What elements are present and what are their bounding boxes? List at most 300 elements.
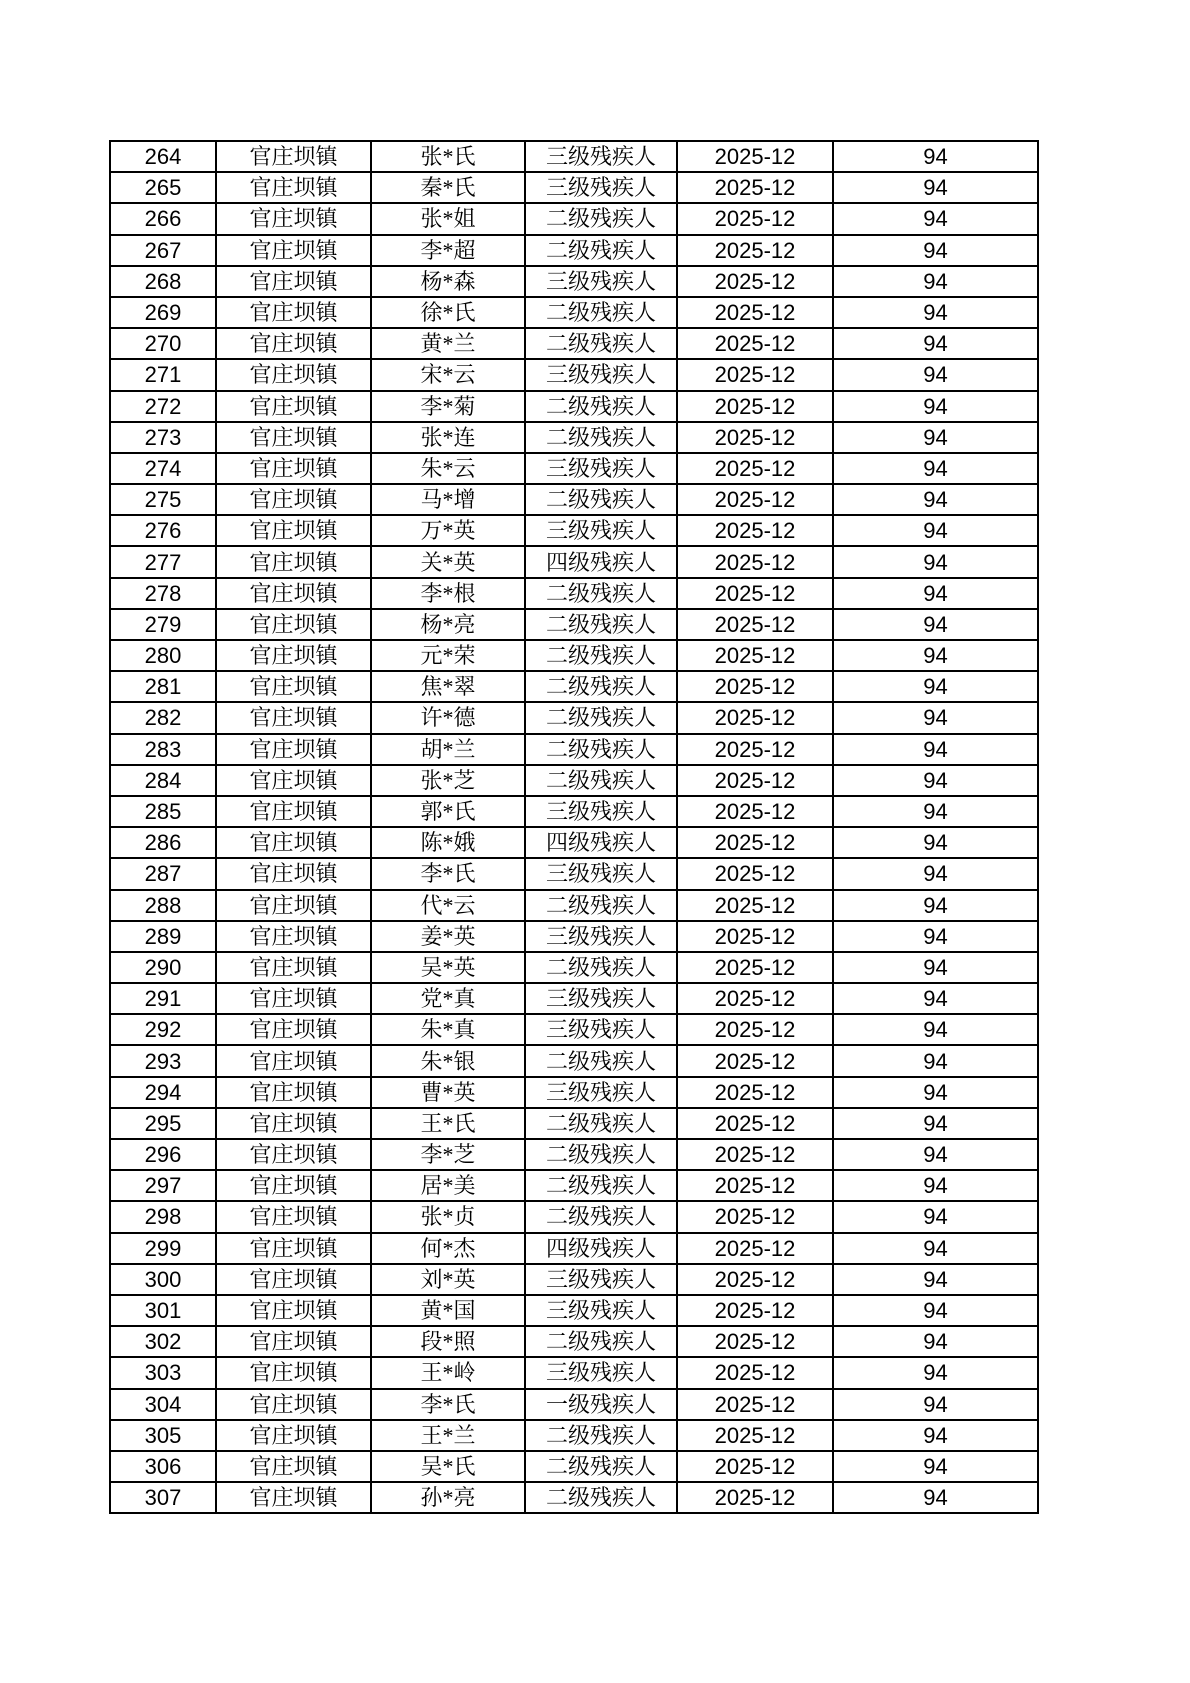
cell-amount: 94	[833, 890, 1038, 921]
cell-person-name: 郭*氏	[371, 796, 525, 827]
cell-amount: 94	[833, 1108, 1038, 1139]
table-row	[110, 203, 1038, 234]
cell-town: 官庄坝镇	[216, 266, 371, 297]
cell-month: 2025-12	[677, 671, 833, 702]
cell-amount: 94	[833, 1420, 1038, 1451]
table-row	[110, 890, 1038, 921]
cell-row-number: 301	[110, 1295, 216, 1326]
cell-row-number: 268	[110, 266, 216, 297]
cell-disability-level: 二级残疾人	[525, 578, 677, 609]
cell-disability-level: 三级残疾人	[525, 983, 677, 1014]
cell-row-number: 273	[110, 422, 216, 453]
cell-amount: 94	[833, 671, 1038, 702]
cell-person-name: 陈*娥	[371, 827, 525, 858]
table-row	[110, 1295, 1038, 1326]
cell-disability-level: 二级残疾人	[525, 952, 677, 983]
cell-disability-level: 二级残疾人	[525, 765, 677, 796]
cell-person-name: 元*荣	[371, 640, 525, 671]
cell-disability-level: 二级残疾人	[525, 1201, 677, 1232]
cell-amount: 94	[833, 734, 1038, 765]
cell-month: 2025-12	[677, 952, 833, 983]
table-row	[110, 1482, 1038, 1513]
cell-town: 官庄坝镇	[216, 172, 371, 203]
cell-disability-level: 三级残疾人	[525, 515, 677, 546]
cell-town: 官庄坝镇	[216, 1264, 371, 1295]
cell-disability-level: 二级残疾人	[525, 1326, 677, 1357]
cell-row-number: 284	[110, 765, 216, 796]
cell-person-name: 李*菊	[371, 391, 525, 422]
cell-person-name: 许*德	[371, 702, 525, 733]
cell-month: 2025-12	[677, 796, 833, 827]
table-row	[110, 453, 1038, 484]
cell-town: 官庄坝镇	[216, 1482, 371, 1513]
cell-month: 2025-12	[677, 983, 833, 1014]
cell-row-number: 296	[110, 1139, 216, 1170]
cell-person-name: 何*杰	[371, 1233, 525, 1264]
cell-row-number: 286	[110, 827, 216, 858]
table-row	[110, 297, 1038, 328]
cell-town: 官庄坝镇	[216, 297, 371, 328]
cell-amount: 94	[833, 391, 1038, 422]
cell-row-number: 298	[110, 1201, 216, 1232]
cell-disability-level: 三级残疾人	[525, 1014, 677, 1045]
cell-town: 官庄坝镇	[216, 359, 371, 390]
cell-person-name: 张*姐	[371, 203, 525, 234]
cell-town: 官庄坝镇	[216, 609, 371, 640]
cell-town: 官庄坝镇	[216, 734, 371, 765]
cell-disability-level: 三级残疾人	[525, 453, 677, 484]
cell-amount: 94	[833, 952, 1038, 983]
table-row	[110, 1139, 1038, 1170]
cell-town: 官庄坝镇	[216, 546, 371, 577]
cell-amount: 94	[833, 141, 1038, 172]
cell-town: 官庄坝镇	[216, 1077, 371, 1108]
cell-person-name: 宋*云	[371, 359, 525, 390]
table-row	[110, 1170, 1038, 1201]
cell-month: 2025-12	[677, 1014, 833, 1045]
cell-town: 官庄坝镇	[216, 1451, 371, 1482]
cell-town: 官庄坝镇	[216, 1420, 371, 1451]
cell-person-name: 吴*英	[371, 952, 525, 983]
cell-month: 2025-12	[677, 515, 833, 546]
cell-amount: 94	[833, 640, 1038, 671]
cell-amount: 94	[833, 1170, 1038, 1201]
cell-amount: 94	[833, 796, 1038, 827]
cell-month: 2025-12	[677, 453, 833, 484]
cell-month: 2025-12	[677, 1045, 833, 1076]
cell-person-name: 焦*翠	[371, 671, 525, 702]
cell-row-number: 290	[110, 952, 216, 983]
cell-month: 2025-12	[677, 578, 833, 609]
cell-disability-level: 二级残疾人	[525, 1482, 677, 1513]
table-row	[110, 328, 1038, 359]
cell-disability-level: 二级残疾人	[525, 671, 677, 702]
cell-row-number: 292	[110, 1014, 216, 1045]
cell-month: 2025-12	[677, 734, 833, 765]
cell-disability-level: 四级残疾人	[525, 827, 677, 858]
table-row	[110, 578, 1038, 609]
cell-person-name: 朱*云	[371, 453, 525, 484]
cell-month: 2025-12	[677, 1077, 833, 1108]
cell-town: 官庄坝镇	[216, 515, 371, 546]
cell-person-name: 胡*兰	[371, 734, 525, 765]
cell-month: 2025-12	[677, 422, 833, 453]
table-row	[110, 640, 1038, 671]
cell-row-number: 304	[110, 1389, 216, 1420]
cell-person-name: 朱*真	[371, 1014, 525, 1045]
cell-person-name: 杨*亮	[371, 609, 525, 640]
cell-row-number: 291	[110, 983, 216, 1014]
cell-amount: 94	[833, 422, 1038, 453]
cell-town: 官庄坝镇	[216, 827, 371, 858]
cell-row-number: 279	[110, 609, 216, 640]
cell-town: 官庄坝镇	[216, 1233, 371, 1264]
cell-row-number: 275	[110, 484, 216, 515]
cell-month: 2025-12	[677, 484, 833, 515]
cell-town: 官庄坝镇	[216, 484, 371, 515]
cell-town: 官庄坝镇	[216, 453, 371, 484]
cell-row-number: 300	[110, 1264, 216, 1295]
cell-town: 官庄坝镇	[216, 765, 371, 796]
table-row	[110, 734, 1038, 765]
cell-month: 2025-12	[677, 1233, 833, 1264]
cell-disability-level: 三级残疾人	[525, 796, 677, 827]
cell-person-name: 李*超	[371, 235, 525, 266]
cell-row-number: 274	[110, 453, 216, 484]
cell-town: 官庄坝镇	[216, 921, 371, 952]
table-row	[110, 671, 1038, 702]
cell-month: 2025-12	[677, 1326, 833, 1357]
table-row	[110, 266, 1038, 297]
cell-amount: 94	[833, 827, 1038, 858]
cell-person-name: 王*兰	[371, 1420, 525, 1451]
cell-disability-level: 二级残疾人	[525, 609, 677, 640]
table-row	[110, 422, 1038, 453]
cell-amount: 94	[833, 1139, 1038, 1170]
cell-amount: 94	[833, 1389, 1038, 1420]
cell-month: 2025-12	[677, 328, 833, 359]
table-row	[110, 141, 1038, 172]
cell-amount: 94	[833, 266, 1038, 297]
cell-amount: 94	[833, 328, 1038, 359]
cell-disability-level: 一级残疾人	[525, 1389, 677, 1420]
cell-disability-level: 三级残疾人	[525, 1264, 677, 1295]
cell-month: 2025-12	[677, 702, 833, 733]
cell-person-name: 徐*氏	[371, 297, 525, 328]
table-row	[110, 515, 1038, 546]
cell-town: 官庄坝镇	[216, 1170, 371, 1201]
cell-disability-level: 三级残疾人	[525, 1357, 677, 1388]
cell-town: 官庄坝镇	[216, 578, 371, 609]
cell-row-number: 293	[110, 1045, 216, 1076]
cell-amount: 94	[833, 515, 1038, 546]
cell-person-name: 居*美	[371, 1170, 525, 1201]
cell-town: 官庄坝镇	[216, 1389, 371, 1420]
cell-disability-level: 二级残疾人	[525, 1451, 677, 1482]
cell-disability-level: 三级残疾人	[525, 1077, 677, 1108]
cell-amount: 94	[833, 359, 1038, 390]
table-row	[110, 765, 1038, 796]
cell-person-name: 刘*英	[371, 1264, 525, 1295]
cell-town: 官庄坝镇	[216, 890, 371, 921]
cell-town: 官庄坝镇	[216, 203, 371, 234]
cell-month: 2025-12	[677, 827, 833, 858]
cell-town: 官庄坝镇	[216, 391, 371, 422]
cell-row-number: 302	[110, 1326, 216, 1357]
cell-row-number: 282	[110, 702, 216, 733]
table-row	[110, 952, 1038, 983]
subsidy-table	[109, 140, 1039, 1514]
cell-amount: 94	[833, 983, 1038, 1014]
table-row	[110, 1420, 1038, 1451]
cell-person-name: 张*连	[371, 422, 525, 453]
cell-person-name: 秦*氏	[371, 172, 525, 203]
cell-person-name: 马*增	[371, 484, 525, 515]
table-row	[110, 702, 1038, 733]
table-row	[110, 1045, 1038, 1076]
cell-month: 2025-12	[677, 1264, 833, 1295]
cell-town: 官庄坝镇	[216, 422, 371, 453]
cell-amount: 94	[833, 1326, 1038, 1357]
cell-disability-level: 二级残疾人	[525, 640, 677, 671]
cell-town: 官庄坝镇	[216, 328, 371, 359]
cell-amount: 94	[833, 1201, 1038, 1232]
cell-disability-level: 三级残疾人	[525, 1295, 677, 1326]
cell-person-name: 万*英	[371, 515, 525, 546]
cell-disability-level: 二级残疾人	[525, 1170, 677, 1201]
cell-month: 2025-12	[677, 1451, 833, 1482]
cell-row-number: 265	[110, 172, 216, 203]
table-row	[110, 484, 1038, 515]
table-row	[110, 858, 1038, 889]
cell-month: 2025-12	[677, 858, 833, 889]
cell-amount: 94	[833, 1357, 1038, 1388]
cell-disability-level: 三级残疾人	[525, 172, 677, 203]
cell-month: 2025-12	[677, 546, 833, 577]
cell-month: 2025-12	[677, 921, 833, 952]
cell-month: 2025-12	[677, 141, 833, 172]
cell-town: 官庄坝镇	[216, 1045, 371, 1076]
cell-row-number: 267	[110, 235, 216, 266]
cell-town: 官庄坝镇	[216, 1139, 371, 1170]
cell-town: 官庄坝镇	[216, 1108, 371, 1139]
cell-row-number: 283	[110, 734, 216, 765]
cell-amount: 94	[833, 609, 1038, 640]
cell-town: 官庄坝镇	[216, 983, 371, 1014]
cell-row-number: 272	[110, 391, 216, 422]
cell-town: 官庄坝镇	[216, 858, 371, 889]
table-row	[110, 983, 1038, 1014]
cell-month: 2025-12	[677, 1139, 833, 1170]
cell-disability-level: 三级残疾人	[525, 266, 677, 297]
cell-town: 官庄坝镇	[216, 235, 371, 266]
cell-amount: 94	[833, 453, 1038, 484]
cell-row-number: 299	[110, 1233, 216, 1264]
cell-amount: 94	[833, 172, 1038, 203]
cell-row-number: 306	[110, 1451, 216, 1482]
cell-person-name: 李*氏	[371, 1389, 525, 1420]
cell-row-number: 276	[110, 515, 216, 546]
cell-month: 2025-12	[677, 890, 833, 921]
cell-row-number: 277	[110, 546, 216, 577]
cell-month: 2025-12	[677, 1357, 833, 1388]
cell-disability-level: 三级残疾人	[525, 921, 677, 952]
cell-row-number: 278	[110, 578, 216, 609]
cell-person-name: 黄*国	[371, 1295, 525, 1326]
cell-amount: 94	[833, 858, 1038, 889]
cell-month: 2025-12	[677, 1389, 833, 1420]
table-row	[110, 235, 1038, 266]
cell-month: 2025-12	[677, 203, 833, 234]
cell-disability-level: 二级残疾人	[525, 328, 677, 359]
cell-person-name: 黄*兰	[371, 328, 525, 359]
cell-person-name: 王*岭	[371, 1357, 525, 1388]
cell-month: 2025-12	[677, 391, 833, 422]
cell-row-number: 281	[110, 671, 216, 702]
cell-amount: 94	[833, 1014, 1038, 1045]
cell-amount: 94	[833, 921, 1038, 952]
cell-person-name: 孙*亮	[371, 1482, 525, 1513]
cell-month: 2025-12	[677, 609, 833, 640]
cell-amount: 94	[833, 1295, 1038, 1326]
table-row	[110, 796, 1038, 827]
cell-month: 2025-12	[677, 297, 833, 328]
cell-month: 2025-12	[677, 1482, 833, 1513]
cell-person-name: 李*根	[371, 578, 525, 609]
cell-row-number: 303	[110, 1357, 216, 1388]
cell-person-name: 王*氏	[371, 1108, 525, 1139]
cell-row-number: 280	[110, 640, 216, 671]
cell-disability-level: 二级残疾人	[525, 422, 677, 453]
cell-person-name: 关*英	[371, 546, 525, 577]
cell-row-number: 305	[110, 1420, 216, 1451]
cell-town: 官庄坝镇	[216, 1326, 371, 1357]
cell-month: 2025-12	[677, 1420, 833, 1451]
cell-row-number: 294	[110, 1077, 216, 1108]
cell-amount: 94	[833, 765, 1038, 796]
table-row	[110, 391, 1038, 422]
cell-amount: 94	[833, 1233, 1038, 1264]
cell-disability-level: 二级残疾人	[525, 1420, 677, 1451]
cell-person-name: 张*芝	[371, 765, 525, 796]
cell-disability-level: 二级残疾人	[525, 484, 677, 515]
table-row	[110, 1014, 1038, 1045]
cell-disability-level: 四级残疾人	[525, 1233, 677, 1264]
cell-disability-level: 二级残疾人	[525, 297, 677, 328]
cell-disability-level: 二级残疾人	[525, 235, 677, 266]
subsidy-table-body	[110, 141, 1038, 1513]
cell-month: 2025-12	[677, 235, 833, 266]
cell-person-name: 段*照	[371, 1326, 525, 1357]
table-row	[110, 1451, 1038, 1482]
cell-person-name: 朱*银	[371, 1045, 525, 1076]
cell-amount: 94	[833, 1264, 1038, 1295]
cell-town: 官庄坝镇	[216, 952, 371, 983]
table-row	[110, 172, 1038, 203]
cell-disability-level: 二级残疾人	[525, 203, 677, 234]
cell-disability-level: 二级残疾人	[525, 890, 677, 921]
cell-month: 2025-12	[677, 1201, 833, 1232]
cell-person-name: 姜*英	[371, 921, 525, 952]
table-row	[110, 1389, 1038, 1420]
table-row	[110, 921, 1038, 952]
cell-row-number: 270	[110, 328, 216, 359]
cell-row-number: 289	[110, 921, 216, 952]
cell-town: 官庄坝镇	[216, 1014, 371, 1045]
table-row	[110, 827, 1038, 858]
cell-disability-level: 二级残疾人	[525, 1139, 677, 1170]
table-row	[110, 1357, 1038, 1388]
cell-disability-level: 三级残疾人	[525, 858, 677, 889]
cell-amount: 94	[833, 546, 1038, 577]
cell-amount: 94	[833, 203, 1038, 234]
cell-person-name: 代*云	[371, 890, 525, 921]
cell-month: 2025-12	[677, 359, 833, 390]
cell-month: 2025-12	[677, 172, 833, 203]
cell-person-name: 李*芝	[371, 1139, 525, 1170]
table-row	[110, 609, 1038, 640]
cell-amount: 94	[833, 1045, 1038, 1076]
cell-amount: 94	[833, 235, 1038, 266]
cell-town: 官庄坝镇	[216, 1201, 371, 1232]
cell-person-name: 李*氏	[371, 858, 525, 889]
cell-person-name: 吴*氏	[371, 1451, 525, 1482]
cell-person-name: 张*贞	[371, 1201, 525, 1232]
cell-amount: 94	[833, 1451, 1038, 1482]
cell-row-number: 285	[110, 796, 216, 827]
cell-month: 2025-12	[677, 1170, 833, 1201]
cell-town: 官庄坝镇	[216, 1295, 371, 1326]
cell-amount: 94	[833, 578, 1038, 609]
cell-row-number: 269	[110, 297, 216, 328]
cell-disability-level: 二级残疾人	[525, 391, 677, 422]
cell-row-number: 264	[110, 141, 216, 172]
cell-month: 2025-12	[677, 640, 833, 671]
cell-town: 官庄坝镇	[216, 640, 371, 671]
table-row	[110, 1201, 1038, 1232]
cell-amount: 94	[833, 1482, 1038, 1513]
cell-row-number: 287	[110, 858, 216, 889]
table-row	[110, 1233, 1038, 1264]
cell-row-number: 295	[110, 1108, 216, 1139]
table-row	[110, 1108, 1038, 1139]
cell-row-number: 266	[110, 203, 216, 234]
cell-disability-level: 二级残疾人	[525, 734, 677, 765]
cell-amount: 94	[833, 297, 1038, 328]
cell-person-name: 张*氏	[371, 141, 525, 172]
cell-row-number: 297	[110, 1170, 216, 1201]
cell-town: 官庄坝镇	[216, 796, 371, 827]
table-row	[110, 359, 1038, 390]
cell-disability-level: 三级残疾人	[525, 359, 677, 390]
cell-amount: 94	[833, 1077, 1038, 1108]
table-row	[110, 546, 1038, 577]
cell-month: 2025-12	[677, 1295, 833, 1326]
table-row	[110, 1326, 1038, 1357]
cell-month: 2025-12	[677, 765, 833, 796]
cell-amount: 94	[833, 702, 1038, 733]
cell-town: 官庄坝镇	[216, 671, 371, 702]
cell-town: 官庄坝镇	[216, 141, 371, 172]
table-row	[110, 1264, 1038, 1295]
cell-month: 2025-12	[677, 266, 833, 297]
cell-disability-level: 二级残疾人	[525, 702, 677, 733]
cell-row-number: 271	[110, 359, 216, 390]
cell-row-number: 288	[110, 890, 216, 921]
cell-disability-level: 二级残疾人	[525, 1108, 677, 1139]
cell-person-name: 党*真	[371, 983, 525, 1014]
cell-person-name: 曹*英	[371, 1077, 525, 1108]
